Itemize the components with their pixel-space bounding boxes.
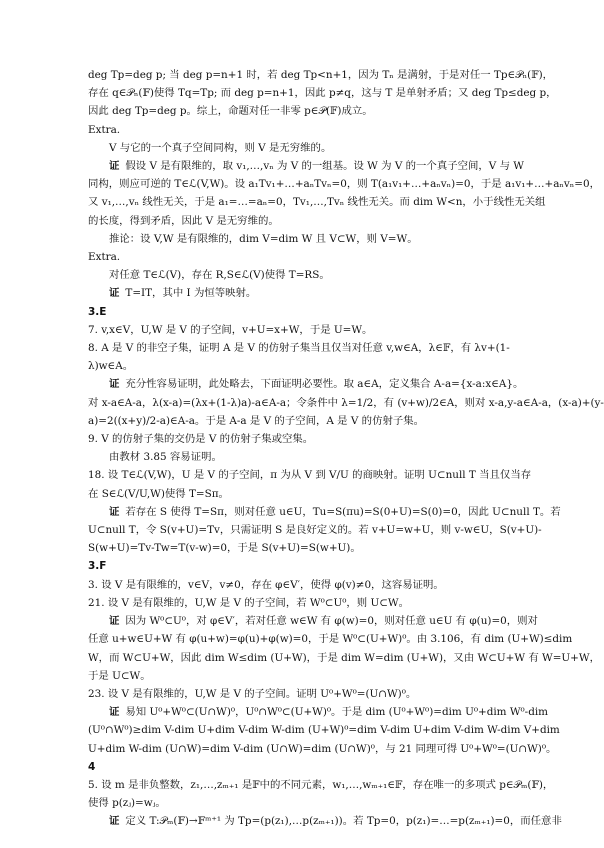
line-text: 4 xyxy=(88,760,96,773)
line-text: 推论：设 V,W 是有限维的，dim V=dim W 且 V⊂W，则 V=W。 xyxy=(109,232,418,245)
text-line xyxy=(88,794,536,812)
text-line xyxy=(88,485,536,503)
text-line xyxy=(88,594,536,612)
line-text: 3.E xyxy=(88,305,107,318)
text-line xyxy=(88,649,600,667)
line-text: Extra. xyxy=(88,251,121,264)
text-line xyxy=(88,521,542,539)
proof-line xyxy=(88,612,536,630)
line-text: 使得 p(zⱼ)=wⱼ。 xyxy=(88,797,166,810)
line-text: 由教材 3.85 容易证明。 xyxy=(109,451,222,464)
line-text: 又 v₁,…,vₙ 线性无关，于是 a₁=…=aₙ=0，Tv₁,…,Tvₙ 线性无关。而 dim W<n，小于线性无关组 xyxy=(88,196,546,209)
text-line xyxy=(88,685,536,703)
proof-line xyxy=(88,157,536,175)
proof-mark: 证 xyxy=(109,378,120,391)
proof-mark: 证 xyxy=(109,505,120,518)
line-text: 任意 u+w∈U+W 有 φ(u+w)=φ(u)+φ(w)=0，于是 W⁰⊂(U+W)⁰。由 3.106，有 dim (U+W)≤dim xyxy=(88,633,573,646)
line-text: W，而 W⊂U+W，因此 dim W≤dim (U+W)，于是 dim W=dim (U+W)，又由 W⊂U+W 有 W=U+W， xyxy=(88,651,600,664)
line-text: S(w+U)=Tv-Tw=T(v-w)=0，于是 S(v+U)=S(w+U)。 xyxy=(88,542,361,555)
text-line xyxy=(88,339,536,357)
line-text: a)=2((x+y)/2-a)∈A-a。于是 A-a 是 V 的子空间，A 是 V 的仿射子集。 xyxy=(88,414,425,427)
line-text: 9. V 的仿射子集的交仍是 V 的仿射子集或空集。 xyxy=(88,433,314,446)
line-text: 7. v,x∈V，U,W 是 V 的子空间，v+U=x+W，于是 U=W。 xyxy=(88,323,373,336)
line-text: 23. 设 V 是有限维的，U,W 是 V 的子空间。证明 U⁰+W⁰=(U∩W)⁰。 xyxy=(88,687,417,700)
text-line xyxy=(88,667,536,685)
text-line xyxy=(88,121,536,139)
line-text: 易知 U⁰+W⁰⊂(U∩W)⁰，U⁰∩W⁰⊂(U+W)⁰。于是 dim (U⁰+W⁰)=dim U⁰+dim W⁰-dim xyxy=(125,706,549,719)
line-text: 定义 T:𝒫ₘ(𝔽)→𝔽ᵐ⁺¹ 为 Tp=(p(z₁),…p(zₘ₊₁))。若 Tp=0，p(z₁)=…=p(zₘ₊₁)=0，而任意非 xyxy=(125,815,562,828)
line-text: Extra. xyxy=(88,123,121,136)
line-text: 对 x-a∈A-a，λ(x-a)=(λx+(1-λ)a)-a∈A-a；令条件中 λ=1/2，有 (v+w)/2∈A，则对 x-a,y-a∈A-a，(x-a)+(y- xyxy=(88,396,604,409)
text-line xyxy=(88,630,573,648)
proof-mark: 证 xyxy=(109,615,120,628)
line-text: 对任意 T∈ℒ(V)，存在 R,S∈ℒ(V)使得 T=RS。 xyxy=(109,269,330,282)
text-line xyxy=(88,412,536,430)
line-text: 于是 U⊂W。 xyxy=(88,669,151,682)
line-text: U+dim W-dim (U∩W)=dim V-dim (U∩W)=dim (U∩W)⁰，与 21 同理可得 U⁰+W⁰=(U∩W)⁰。 xyxy=(88,742,557,755)
text-line xyxy=(88,430,536,448)
text-line xyxy=(88,740,557,758)
proof-mark: 证 xyxy=(109,160,120,173)
section-heading xyxy=(88,758,536,776)
line-text: 若存在 S 使得 T=Sπ，则对任意 u∈U，Tu=S(πu)=S(0+U)=S(0)=0，因此 U⊂null T。若 xyxy=(125,505,561,518)
line-text: 3. 设 V 是有限维的，v∈V，v≠0，存在 φ∈V′，使得 φ(v)≠0，这容易证明。 xyxy=(88,578,444,591)
proof-line xyxy=(88,284,536,302)
line-text: T=IT，其中 I 为恒等映射。 xyxy=(125,287,257,300)
text-line xyxy=(88,175,600,193)
text-line xyxy=(88,266,536,284)
proof-line xyxy=(88,812,562,830)
text-line xyxy=(88,66,554,84)
line-text: 8. A 是 V 的非空子集，证明 A 是 V 的仿射子集当且仅当对任意 v,w∈A，λ∈𝔽，有 λv+(1- xyxy=(88,342,510,355)
document-page xyxy=(88,66,604,831)
text-line xyxy=(88,193,546,211)
text-line xyxy=(88,466,536,484)
text-line xyxy=(88,212,536,230)
text-line xyxy=(88,448,536,466)
proof-line xyxy=(88,503,561,521)
line-text: 5. 设 m 是非负整数，z₁,…,zₘ₊₁ 是𝔽中的不同元素，w₁,…,wₘ₊₁∈𝔽，存在唯一的多项式 p∈𝒫ₘ(𝔽)， xyxy=(88,778,554,791)
line-text: 同构，则应可逆的 T∈ℒ(V,W)。设 a₁Tv₁+…+aₙTvₙ=0，则 T(a₁v₁+…+aₙvₙ)=0，于是 a₁v₁+…+aₙvₙ=0， xyxy=(88,178,600,191)
line-text: 18. 设 T∈ℒ(V,W)，U 是 V 的子空间，π 为从 V 到 V/U 的商映射。证明 U⊂null T 当且仅当存 xyxy=(88,469,532,482)
line-text: deg Tp=deg p; 当 deg p=n+1 时，若 deg Tp<n+1，因为 Tₙ 是满射，于是对任一 Tp∈𝒫ₙ(𝔽)， xyxy=(88,69,554,81)
line-text: 因此 deg Tp=deg p。综上，命题对任一非零 p∈𝒫(𝔽)成立。 xyxy=(88,105,373,118)
text-line xyxy=(88,539,536,557)
proof-mark: 证 xyxy=(109,706,120,719)
text-line xyxy=(88,321,536,339)
text-line xyxy=(88,776,554,794)
line-text: 存在 q∈𝒫ₙ(𝔽)使得 Tq=Tp; 而 deg p=n+1，因此 p≠q，这与 T 是单射矛盾；又 deg Tp≤deg p， xyxy=(88,87,557,100)
line-text: 3.F xyxy=(88,560,107,573)
text-line xyxy=(88,102,536,120)
line-text: 的长度，得到矛盾，因此 V 是无穷维的。 xyxy=(88,214,279,227)
proof-mark: 证 xyxy=(109,815,120,828)
line-text: 因为 W⁰⊂U⁰，对 φ∈V′，若对任意 w∈W 有 φ(w)=0，则对任意 u∈U 有 φ(u)=0，则对 xyxy=(125,615,538,628)
proof-mark: 证 xyxy=(109,287,120,300)
text-line xyxy=(88,394,604,412)
line-text: 充分性容易证明，此处略去，下面证明必要性。取 a∈A，定义集合 A-a={x-a:x∈A}。 xyxy=(125,378,524,391)
line-text: U⊂null T，令 S(v+U)=Tv，只需证明 S 是良好定义的。若 v+U=w+U，则 v-w∈U，S(v+U)- xyxy=(88,524,542,537)
line-text: λ)w∈A。 xyxy=(88,360,134,373)
text-line xyxy=(88,139,536,157)
text-line xyxy=(88,230,536,248)
text-line xyxy=(88,84,557,102)
proof-line xyxy=(88,703,549,721)
line-text: 在 S∈ℒ(V/U,W)使得 T=Sπ。 xyxy=(88,487,229,500)
line-text: 21. 设 V 是有限维的，U,W 是 V 的子空间，若 W⁰⊂U⁰，则 U⊂W。 xyxy=(88,596,409,609)
text-line xyxy=(88,576,536,594)
line-text: (U⁰∩W⁰)≥dim V-dim U+dim V-dim W-dim (U+W)⁰=dim V-dim U+dim V-dim W-dim V+dim xyxy=(88,724,560,737)
section-heading xyxy=(88,303,536,321)
proof-line xyxy=(88,375,536,393)
text-line xyxy=(88,248,536,266)
text-line xyxy=(88,357,536,375)
line-text: 假设 V 是有限维的，取 v₁,…,vₙ 为 V 的一组基。设 W 为 V 的一个真子空间，V 与 W xyxy=(125,160,524,173)
line-text: V 与它的一个真子空间同构，则 V 是无穷维的。 xyxy=(109,141,332,154)
section-heading xyxy=(88,557,536,575)
text-line xyxy=(88,721,560,739)
